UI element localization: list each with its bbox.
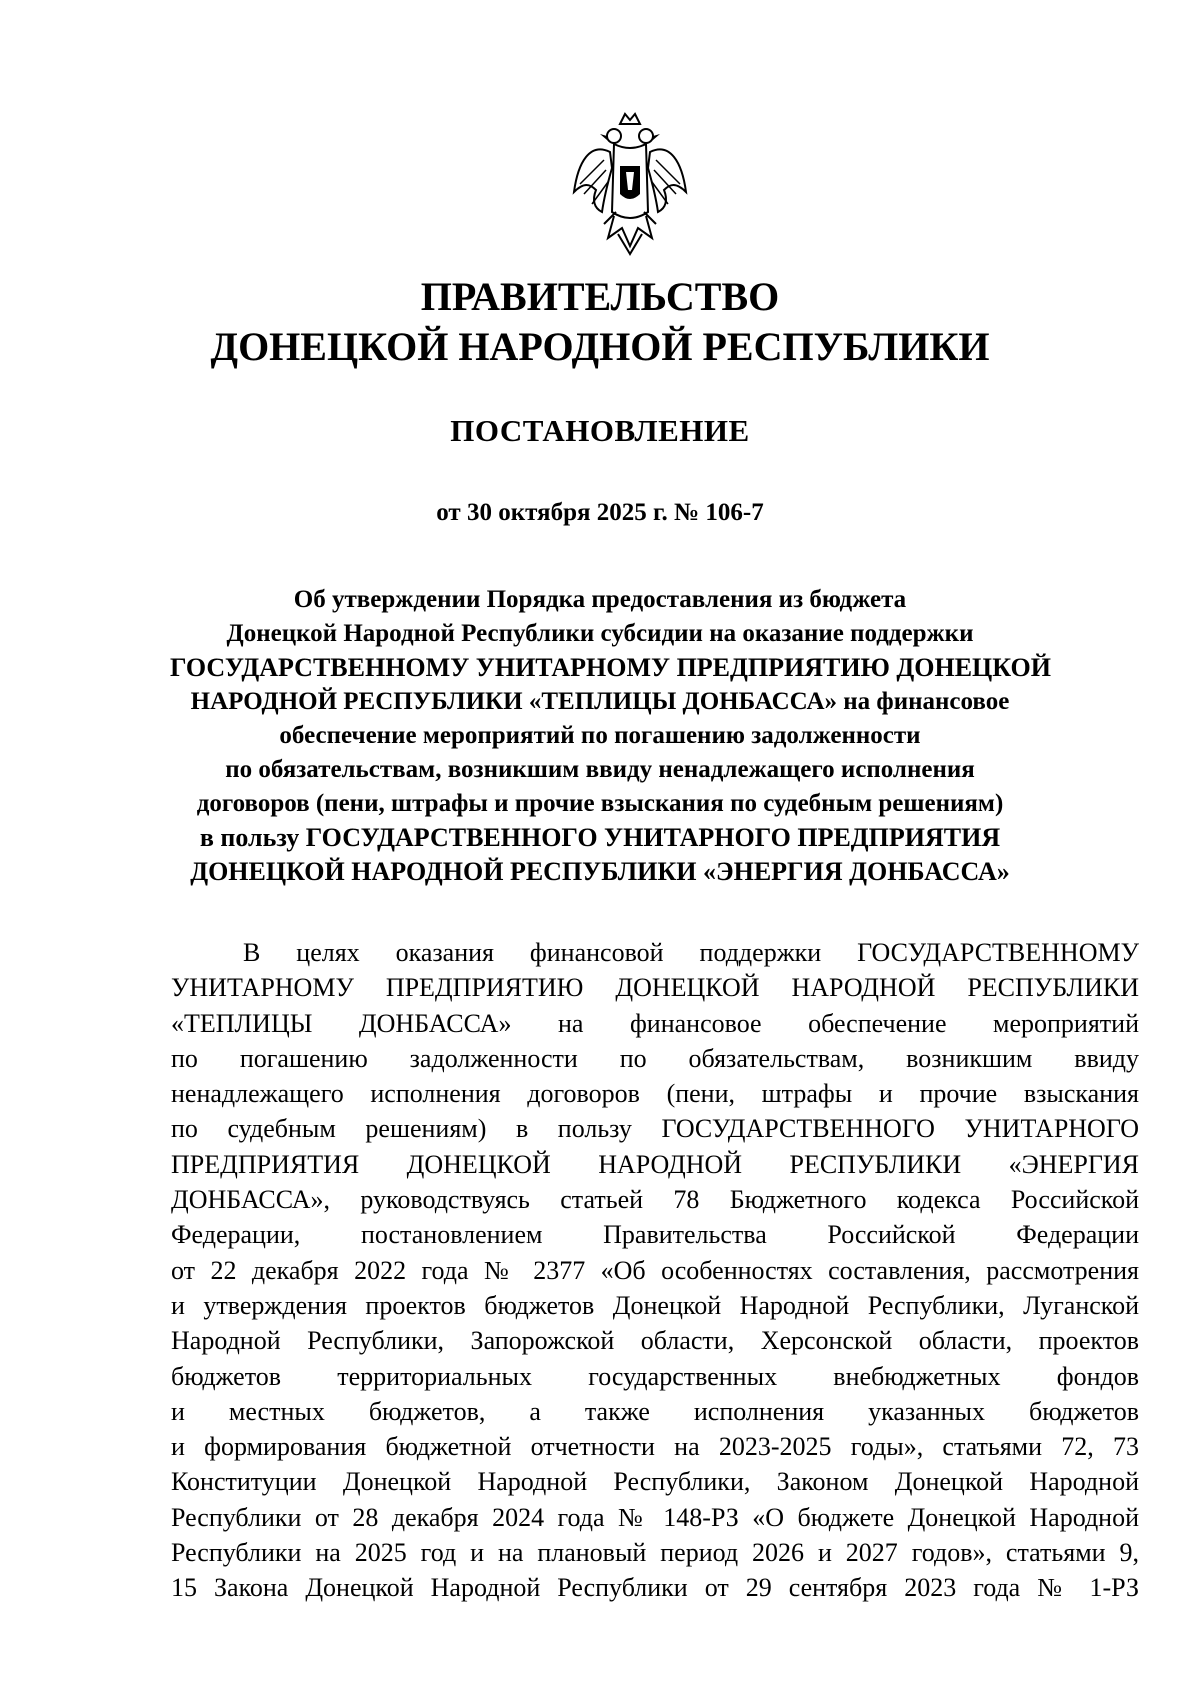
body-line: от 22 декабря 2022 года № 2377 «Об особенностях составления, рассмотрения <box>171 1255 1139 1285</box>
body-line: В целях оказания финансовой поддержки ГОСУДАРСТВЕННОМУ <box>243 938 1139 967</box>
subject-line: ДОНЕЦКОЙ НАРОДНОЙ РЕСПУБЛИКИ «ЭНЕРГИЯ ДОНБАССА» <box>190 857 1010 886</box>
body-line: и утверждения проектов бюджетов Донецкой Народной Республики, Луганской <box>171 1290 1139 1320</box>
document-date-number: от 30 октября 2025 г. № 106-7 <box>436 499 764 526</box>
subject-line: НАРОДНОЙ РЕСПУБЛИКИ «ТЕПЛИЦЫ ДОНБАССА» на финансовое <box>190 688 1010 715</box>
coat-of-arms-emblem <box>570 112 690 262</box>
government-title: ПРАВИТЕЛЬСТВО <box>420 274 780 319</box>
document-subject <box>170 583 1051 889</box>
body-line: «ТЕПЛИЦЫ ДОНБАССА» на финансовое обеспечение мероприятий <box>171 1008 1139 1038</box>
subject-line: обеспечение мероприятий по погашению задолженности <box>279 722 921 749</box>
body-line: Федерации, постановлением Правительства Российской Федерации <box>171 1220 1139 1250</box>
body-line: Республики на 2025 год и на плановый период 2026 и 2027 годов», статьями 9, <box>171 1538 1139 1568</box>
republic-title: ДОНЕЦКОЙ НАРОДНОЙ РЕСПУБЛИКИ <box>210 324 990 369</box>
subject-line: по обязательствам, возникшим ввиду ненадлежащего исполнения <box>225 756 975 783</box>
body-line: Народной Республики, Запорожской области, Херсонской области, проектов <box>171 1326 1139 1356</box>
body-line: по судебным решениям) в пользу ГОСУДАРСТВЕННОГО УНИТАРНОГО <box>171 1114 1139 1144</box>
body-line: УНИТАРНОМУ ПРЕДПРИЯТИЮ ДОНЕЦКОЙ НАРОДНОЙ РЕСПУБЛИКИ <box>171 973 1139 1003</box>
body-line: и формирования бюджетной отчетности на 2023-2025 годы», статьями 72, 73 <box>171 1432 1139 1462</box>
subject-line: Донецкой Народной Республики субсидии на оказание поддержки <box>226 620 974 647</box>
body-line: Конституции Донецкой Народной Республики, Законом Донецкой Народной <box>171 1467 1139 1497</box>
subject-line: договоров (пени, штрафы и прочие взыскания по судебным решениям) <box>196 790 1004 817</box>
body-line: Республики от 28 декабря 2024 года № 148-РЗ «О бюджете Донецкой Народной <box>171 1502 1139 1532</box>
document-type: ПОСТАНОВЛЕНИЕ <box>450 413 750 448</box>
body-line: бюджетов территориальных государственных внебюджетных фондов <box>171 1361 1139 1391</box>
body-line: ДОНБАССА», руководствуясь статьей 78 Бюджетного кодекса Российской <box>171 1185 1139 1215</box>
subject-line: ГОСУДАРСТВЕННОМУ УНИТАРНОМУ ПРЕДПРИЯТИЮ ДОНЕЦКОЙ <box>170 653 1051 682</box>
subject-line: в пользу ГОСУДАРСТВЕННОГО УНИТАРНОГО ПРЕДПРИЯТИЯ <box>199 823 1001 852</box>
body-line: ПРЕДПРИЯТИЯ ДОНЕЦКОЙ НАРОДНОЙ РЕСПУБЛИКИ «ЭНЕРГИЯ <box>171 1149 1139 1179</box>
body-line: по погашению задолженности по обязательствам, возникшим ввиду <box>171 1043 1139 1073</box>
subject-line: Об утверждении Порядка предоставления из бюджета <box>293 586 907 613</box>
body-paragraph <box>171 935 1139 1606</box>
body-line: ненадлежащего исполнения договоров (пени, штрафы и прочие взыскания <box>171 1079 1139 1109</box>
body-line: 15 Закона Донецкой Народной Республики от 29 сентября 2023 года № 1-РЗ <box>171 1573 1139 1603</box>
body-line: и местных бюджетов, а также исполнения указанных бюджетов <box>171 1396 1139 1426</box>
